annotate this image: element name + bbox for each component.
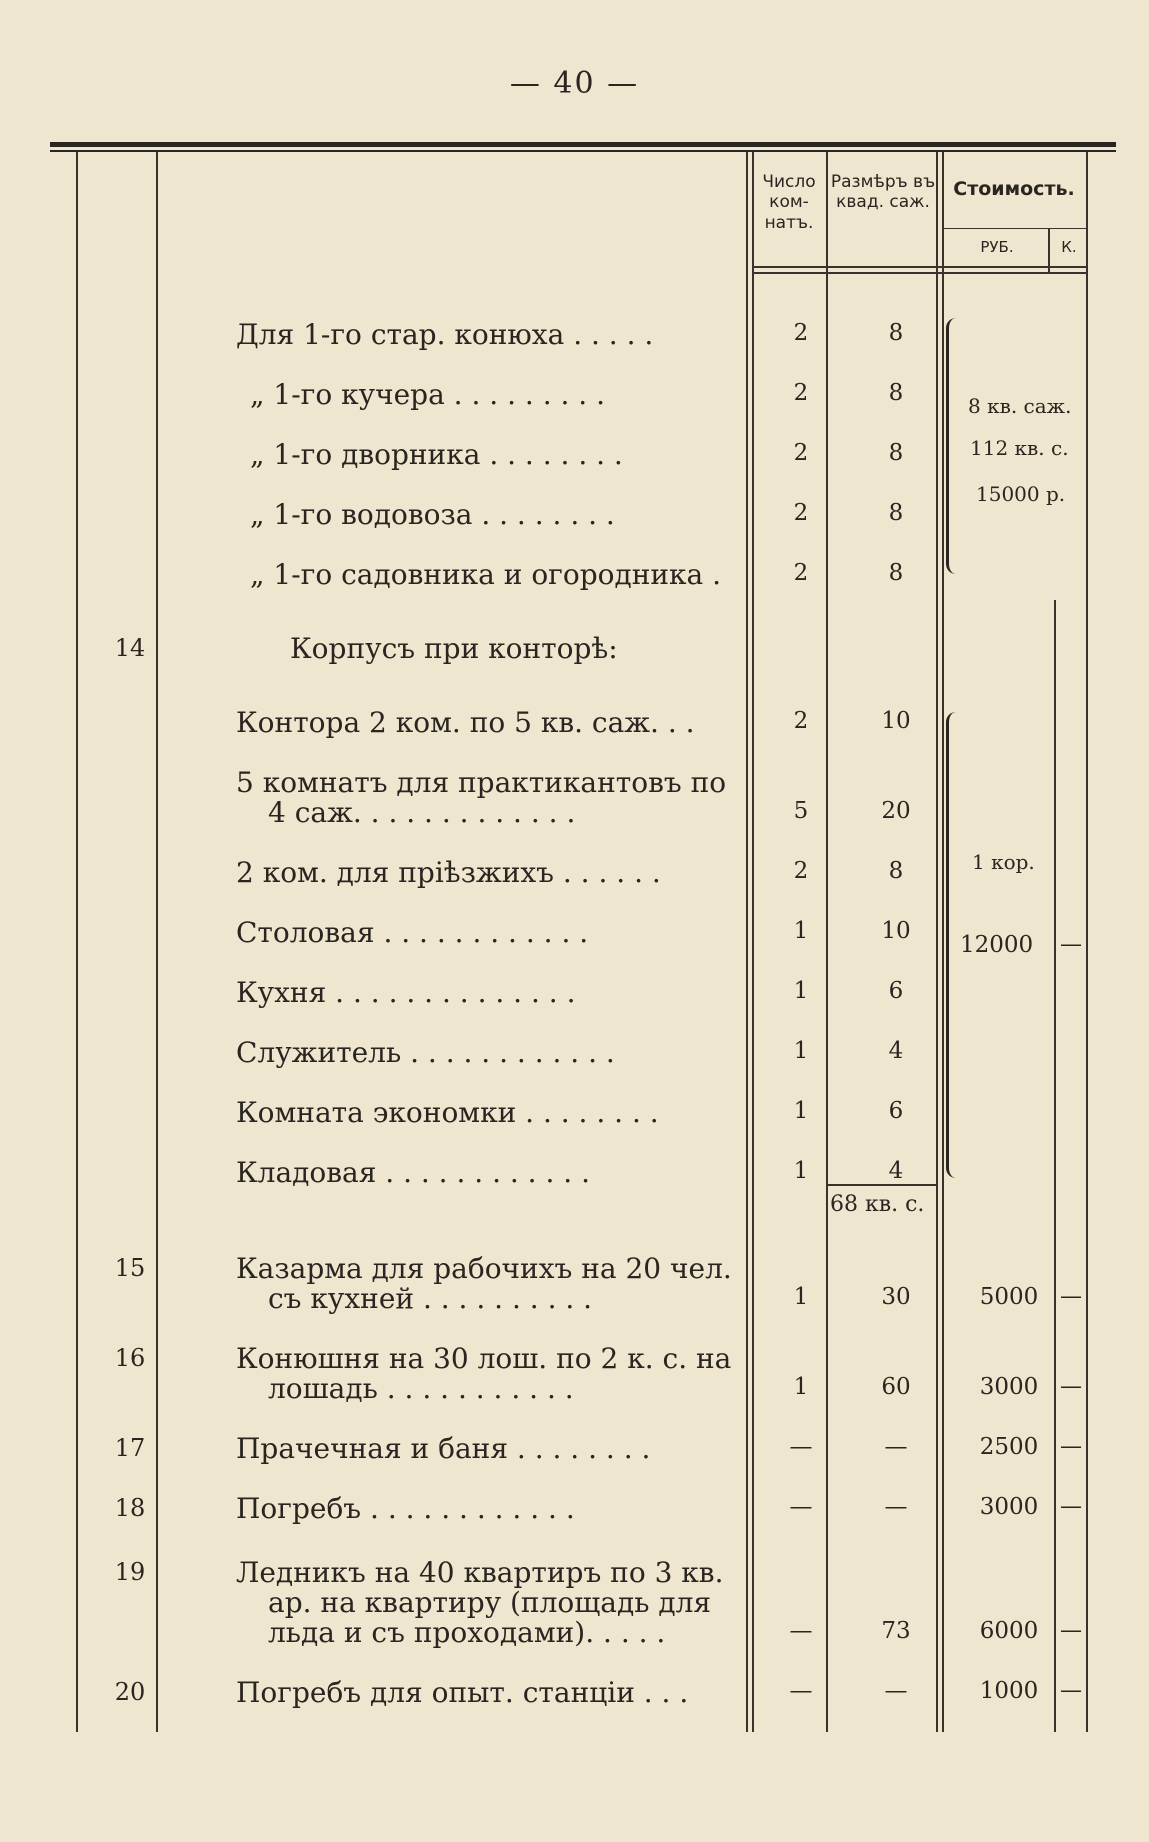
row-area: 30: [881, 1284, 911, 1310]
row-room-count: 2: [793, 380, 809, 406]
row-number: 15: [114, 1254, 146, 1282]
row-cost-kop: —: [1060, 1374, 1082, 1399]
col-line-left: [76, 152, 78, 1732]
cost-sub-rule: [942, 228, 1086, 229]
row-description: 5 комнатъ для практикантовъ по: [236, 766, 727, 799]
row-number: 20: [114, 1678, 146, 1706]
row-room-count: 1: [793, 1284, 809, 1310]
row-number: 14: [114, 634, 146, 662]
header-kop: К.: [1061, 238, 1077, 256]
row-room-count: 2: [793, 858, 809, 884]
row-description: 2 ком. для пріѣзжихъ . . . . . .: [236, 856, 661, 889]
header-rub: РУБ.: [980, 238, 1014, 256]
row-area: —: [884, 1434, 908, 1460]
row-cost-kop: —: [1060, 1678, 1082, 1703]
row-description: Погребъ . . . . . . . . . . . .: [236, 1492, 575, 1525]
col-line-desc2: [752, 152, 754, 1732]
row-room-count: 2: [793, 320, 809, 346]
group2-cost: 12000: [960, 932, 1034, 958]
row-area: 8: [888, 858, 904, 884]
row-area: 6: [888, 978, 904, 1004]
page-number: — 40 —: [509, 66, 640, 101]
col-line-desc: [746, 152, 748, 1732]
row-cost-rub: 3000: [979, 1374, 1039, 1400]
row-room-count: —: [789, 1678, 813, 1704]
row-room-count: 5: [793, 798, 809, 824]
row-description: Кладовая . . . . . . . . . . . .: [236, 1156, 590, 1189]
row-description-cont: лошадь . . . . . . . . . . .: [268, 1372, 574, 1405]
row-description-cont: 4 саж. . . . . . . . . . . . .: [268, 796, 576, 829]
row-area: 4: [888, 1158, 904, 1184]
row-room-count: 1: [793, 1098, 809, 1124]
row-number: 19: [114, 1558, 146, 1586]
row-description: „ 1-го кучера . . . . . . . . .: [250, 378, 605, 411]
row-cost-kop: —: [1060, 1494, 1082, 1519]
row-description: Столовая . . . . . . . . . . . .: [236, 916, 589, 949]
row-description-cont: льда и съ проходами). . . . .: [268, 1616, 666, 1649]
row-area: 8: [888, 380, 904, 406]
row-cost-rub: 6000: [979, 1618, 1039, 1644]
row-description: „ 1-го садовника и огородника .: [250, 558, 722, 591]
row-area: 10: [881, 918, 911, 944]
row-description: Ледникъ на 40 квартиръ по 3 кв.: [236, 1556, 724, 1589]
row-room-count: —: [789, 1494, 813, 1520]
group2-kop: —: [1060, 932, 1082, 957]
row-description: Конюшня на 30 лош. по 2 к. с. на: [236, 1342, 732, 1375]
row-area: 8: [888, 560, 904, 586]
row-area: 4: [888, 1038, 904, 1064]
row-area: —: [884, 1494, 908, 1520]
row-area: 60: [881, 1374, 911, 1400]
row-cost-kop: —: [1060, 1434, 1082, 1459]
row-area: 6: [888, 1098, 904, 1124]
row-description: „ 1-го водовоза . . . . . . . .: [250, 498, 615, 531]
group1-brace: [946, 318, 959, 574]
group2-label: 1 кор.: [972, 850, 1035, 874]
header-size: Размѣръ въ квад. саж.: [830, 172, 936, 213]
row-area: —: [884, 1678, 908, 1704]
row-room-count: 1: [793, 918, 809, 944]
row-room-count: —: [789, 1434, 813, 1460]
row-area: 8: [888, 500, 904, 526]
row-area: 73: [881, 1618, 911, 1644]
row-area: 8: [888, 320, 904, 346]
col-line-kop: [1054, 600, 1056, 1732]
row-room-count: 1: [793, 1038, 809, 1064]
row-description: Служитель . . . . . . . . . . . .: [236, 1036, 615, 1069]
row-description: Казарма для рабочихъ на 20 чел.: [236, 1252, 732, 1285]
row-description: Кухня . . . . . . . . . . . . . .: [236, 976, 576, 1009]
group1-area-total: 8 кв. саж.: [968, 394, 1072, 418]
row-number: 17: [114, 1434, 146, 1462]
col-line-right: [1086, 152, 1088, 1732]
row-description: Для 1-го стар. конюха . . . . .: [236, 318, 654, 351]
row-room-count: 2: [793, 708, 809, 734]
top-rule: [50, 142, 1116, 147]
header-count: Число ком-натъ.: [762, 172, 816, 233]
row-description-cont: съ кухней . . . . . . . . . .: [268, 1282, 593, 1315]
row-description: Погребъ для опыт. станціи . . .: [236, 1676, 689, 1709]
row-description: „ 1-го дворника . . . . . . . .: [250, 438, 623, 471]
row-cost-rub: 3000: [979, 1494, 1039, 1520]
group2-brace: [946, 712, 959, 1178]
subtotal-value: 68 кв. с.: [830, 1192, 925, 1217]
group1-cost-total: 15000 р.: [976, 482, 1066, 506]
header-rule: [752, 266, 1086, 268]
row-cost-rub: 2500: [979, 1434, 1039, 1460]
row-cost-rub: 1000: [979, 1678, 1039, 1704]
row-number: 18: [114, 1494, 146, 1522]
row-cost-rub: 5000: [979, 1284, 1039, 1310]
row-room-count: 1: [793, 978, 809, 1004]
row-room-count: 1: [793, 1374, 809, 1400]
row-description-cont: ар. на квартиру (площадь для: [268, 1586, 712, 1619]
row-cost-kop: —: [1060, 1284, 1082, 1309]
row-number: 16: [114, 1344, 146, 1372]
subtotal-rule: [826, 1184, 938, 1186]
section-title: Корпусъ при конторѣ:: [290, 632, 618, 665]
row-room-count: —: [789, 1618, 813, 1644]
header-cost: Стоимость.: [953, 178, 1075, 200]
row-description: Контора 2 ком. по 5 кв. саж. . .: [236, 706, 695, 739]
row-cost-kop: —: [1060, 1618, 1082, 1643]
row-room-count: 2: [793, 500, 809, 526]
row-area: 10: [881, 708, 911, 734]
top-rule-thin: [50, 150, 1116, 152]
row-room-count: 2: [793, 560, 809, 586]
row-area: 20: [881, 798, 911, 824]
row-area: 8: [888, 440, 904, 466]
row-room-count: 1: [793, 1158, 809, 1184]
row-description: Комната экономки . . . . . . . .: [236, 1096, 659, 1129]
header-rule-2: [752, 272, 1086, 274]
row-room-count: 2: [793, 440, 809, 466]
row-description: Прачечная и баня . . . . . . . .: [236, 1432, 651, 1465]
group1-size-total: 112 кв. с.: [970, 436, 1069, 460]
